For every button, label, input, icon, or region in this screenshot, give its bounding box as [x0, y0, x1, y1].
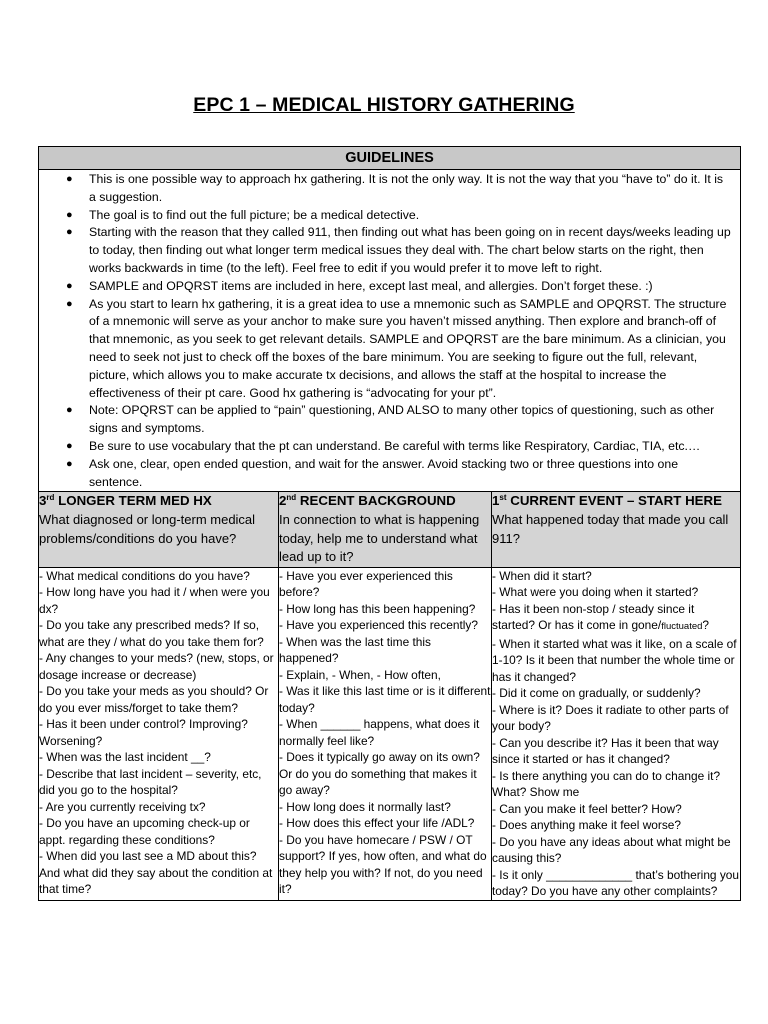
- bullet-icon: ●: [66, 208, 73, 221]
- list-item: - When it started what was it like, on a scale of 1-10? Is it been that number the whole time or has it changed?: [492, 636, 737, 684]
- guideline-item: ● The goal is to find out the full picture; be a medical detective.: [89, 207, 732, 225]
- column-header-recent-background: [279, 492, 492, 567]
- list-item: - When ______ happens, what does it normally feel like?: [279, 717, 480, 748]
- guideline-item: ● As you start to learn hx gathering, it is a great idea to use a mnemonic such as SAMPLE and OPQRST. The structure of a mnemonic will serve as your anchor to make sure you haven’t missed anything. Then explore and branch-off of that mnemonic, as you seek to get relevant details. SAMPLE and OPQRST are the bare minimum. As a clinician, you need to seek not just to check off the boxes of the bare minimum. You are seeking to figure out the full, relevant, picture, which allows you to make accurate tx decisions, and allows the staff at the hospital to increase the effectiveness of their pt care. Good hx gathering is “advocating for your pt”.: [66, 296, 727, 400]
- list-item: - Do you have homecare / PSW / OT support? If yes, how often, and what do they help you with? If not, do you need it?: [279, 832, 487, 897]
- list-item: - Are you currently receiving tx?: [39, 799, 206, 814]
- column-header-current-event: [492, 492, 741, 567]
- list-item: - Has it been under control? Improving? Worsening?: [39, 717, 248, 748]
- bullet-icon: ●: [66, 226, 73, 239]
- list-item: - Explain, - When, - How often,: [279, 667, 441, 682]
- guideline-item: ● Note: OPQRST can be applied to “pain” questioning, AND ALSO to many other topics of questioning, such as other signs and symptoms.: [66, 403, 715, 436]
- guideline-item: ● SAMPLE and OPQRST items are included in here, except last meal, and allergies. Don’t forget these. :): [89, 278, 732, 296]
- guideline-item: ● Be sure to use vocabulary that the pt can understand. Be careful with terms like Respiratory, Cardiac, TIA, etc.…: [89, 438, 732, 456]
- bullet-icon: ●: [66, 279, 73, 292]
- column-header-longer-term: [39, 492, 279, 567]
- guideline-item: ● Starting with the reason that they called 911, then finding out what has been going on in recent days/weeks leading up to today, then finding out what longer term medical issues they deal with. The chart below starts on the right, then works backwards in time (to the left). Feel free to edit if you would prefer it to move left to right.: [66, 225, 731, 275]
- list-item: - Can you describe it? Has it been that way since it started or has it changed?: [492, 735, 719, 767]
- history-table: [38, 146, 741, 901]
- guidelines-heading: GUIDELINES: [39, 147, 741, 170]
- list-item: - Do you take any prescribed meds? If so, what are they / what do you take them for?: [39, 618, 264, 649]
- guideline-item: ● Ask one, clear, open ended question, and wait for the answer. Avoid stacking two or three questions into one sentence.: [66, 456, 679, 489]
- bullet-icon: ●: [66, 297, 73, 310]
- list-item: - Has it been non-stop / steady since it started? Or has it come in gone/fluctuated?: [492, 601, 710, 633]
- list-item: - Do you take your meds as you should? Or do you ever miss/forget to take them?: [39, 684, 269, 715]
- guidelines-list: [39, 170, 740, 491]
- list-item: - What were you doing when it started?: [492, 585, 699, 600]
- list-item: - When did you last see a MD about this? And what did they say about the condition at that time?: [39, 849, 273, 897]
- list-item: - Have you ever experienced this before?: [279, 568, 453, 600]
- column-question: What happened today that made you call 911?: [492, 511, 729, 546]
- list-item: - Is it only _____________ that’s bothering you today? Do you have any other complaints?: [492, 867, 740, 899]
- column-body-recent-background: [279, 567, 492, 900]
- column-question: In connection to what is happening today, help me to understand what lead up to it?: [279, 511, 480, 565]
- list-item: - Does anything make it feel worse?: [492, 818, 682, 833]
- list-item: - When was the last incident __?: [39, 750, 211, 765]
- bullet-icon: ●: [66, 404, 73, 417]
- guidelines-body: [39, 170, 741, 492]
- list-item: - Did it come on gradually, or suddenly?: [492, 686, 701, 701]
- list-item: - Have you experienced this recently?: [279, 618, 478, 633]
- list-item: - Describe that last incident – severity, etc, did you go to the hospital?: [39, 766, 262, 798]
- bullet-icon: ●: [66, 439, 73, 452]
- small-note: fluctuated: [661, 621, 703, 633]
- list-item: - Do you have any ideas about what might be causing this?: [492, 834, 731, 866]
- list-item: - How long does it normally last?: [279, 799, 451, 814]
- list-item: - Where is it? Does it radiate to other parts of your body?: [492, 702, 729, 734]
- list-item: - How long have you had it / when were you dx?: [39, 585, 270, 616]
- list-item: - Can you make it feel better? How?: [492, 801, 682, 816]
- list-item: - How does this effect your life /ADL?: [279, 816, 475, 831]
- column-title: 3rd LONGER TERM MED HX: [39, 493, 212, 509]
- list-item: - Was it like this last time or is it different today?: [279, 684, 491, 715]
- list-item: - Does it typically go away on its own? Or do you do something that makes it go away?: [279, 750, 480, 798]
- column-title: 2nd RECENT BACKGROUND: [279, 493, 456, 509]
- column-body-longer-term: [39, 567, 279, 900]
- column-body-current-event: [492, 567, 741, 900]
- list-item: - How long has this been happening?: [279, 601, 476, 616]
- list-item: - When did it start?: [492, 568, 592, 583]
- guideline-item: ● This is one possible way to approach hx gathering. It is not the only way. It is not the way that you “have to” do it. It is a suggestion.: [66, 172, 724, 204]
- list-item: - Is there anything you can do to change it? What? Show me: [492, 768, 721, 800]
- list-item: - What medical conditions do you have?: [39, 568, 250, 583]
- list-item: - Any changes to your meds? (new, stops, or dosage increase or decrease): [39, 651, 274, 682]
- column-question: What diagnosed or long-term medical problems/conditions do you have?: [39, 511, 256, 546]
- list-item: - Do you have an upcoming check-up or appt. regarding these conditions?: [39, 816, 250, 847]
- list-item: - When was the last time this happened?: [279, 634, 431, 666]
- column-title: 1st CURRENT EVENT – START HERE: [492, 493, 723, 509]
- bullet-icon: ●: [66, 457, 73, 470]
- page-title: EPC 1 – MEDICAL HISTORY GATHERING: [193, 94, 575, 116]
- bullet-icon: ●: [66, 173, 73, 185]
